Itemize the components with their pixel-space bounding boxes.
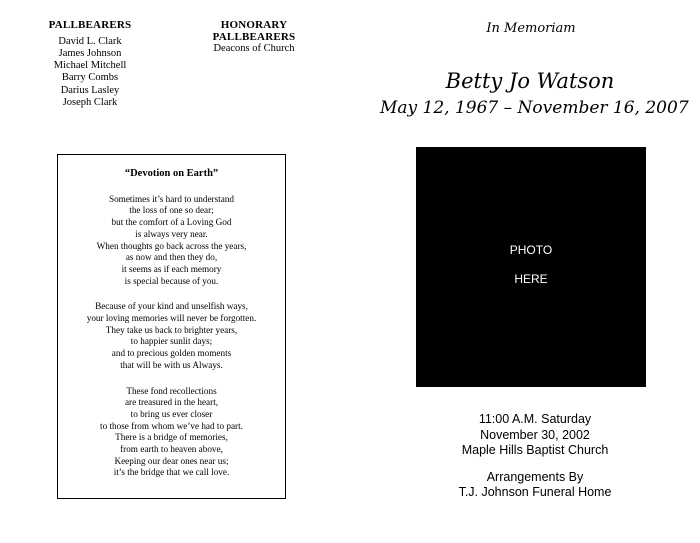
arrangements-label: Arrangements By <box>486 469 584 484</box>
poem-line: Sometimes it’s hard to understand <box>108 193 235 204</box>
poem-line: as now and then they do, <box>125 252 218 263</box>
pallbearer-name: Michael Mitchell <box>53 60 127 72</box>
pallbearer-name: David L. Clark <box>58 35 122 47</box>
photo-label-line1: PHOTO <box>509 243 553 257</box>
spacer <box>420 459 650 470</box>
poem-line: your loving memories will never be forgotten. <box>86 313 257 324</box>
poem-line: There is a bridge of memories, <box>115 432 228 443</box>
pallbearers-heading: PALLBEARERS <box>48 19 132 31</box>
poem-line: and to precious golden moments <box>111 348 232 359</box>
life-dates: May 12, 1967 – November 16, 2007 <box>380 98 689 118</box>
poem-line: that will be with us Always. <box>120 359 223 370</box>
poem-line: are treasured in the heart, <box>124 397 219 408</box>
poem-stanza <box>58 194 285 288</box>
poem-line: it’s the bridge that we call love. <box>113 467 230 478</box>
poem-line: Because of your kind and unselfish ways, <box>95 301 248 312</box>
poem-line: Keeping our dear ones near us; <box>114 455 229 466</box>
pallbearer-name: Joseph Clark <box>62 96 118 108</box>
service-location: Maple Hills Baptist Church <box>461 443 609 457</box>
service-time: 11:00 A.M. Saturday <box>478 412 592 426</box>
poem-line: but the comfort of a Loving God <box>111 217 232 228</box>
poem-box <box>57 154 286 499</box>
poem-line: to bring us ever closer <box>130 408 213 419</box>
honorary-pallbearers-section <box>200 20 308 55</box>
poem-line: from earth to heaven above, <box>120 444 223 455</box>
poem-title: “Devotion on Earth” <box>124 168 219 179</box>
poem-line: it seems as if each memory <box>121 263 222 274</box>
service-date: November 30, 2002 <box>480 427 590 442</box>
honorary-pallbearer-name: Deacons of Church <box>213 43 295 54</box>
photo-placeholder <box>416 147 646 387</box>
poem-line: They take us back to brighter years, <box>105 324 238 335</box>
honorary-heading-line2: PALLBEARERS <box>212 30 296 43</box>
poem-line: These fond recollections <box>126 385 217 396</box>
photo-label-line2: HERE <box>514 272 548 286</box>
service-info <box>420 412 650 501</box>
poem-line: is special because of you. <box>124 275 219 286</box>
poem-line: to happier sunlit days; <box>130 336 213 347</box>
poem-line: the loss of one so dear; <box>129 205 214 216</box>
pallbearers-section <box>40 20 140 109</box>
poem-stanza <box>58 386 285 480</box>
poem-line: When thoughts go back across the years, <box>96 240 247 251</box>
honorary-heading-line1: HONORARY <box>220 19 288 31</box>
in-memoriam-heading: In Memoriam <box>486 21 576 36</box>
deceased-name: Betty Jo Watson <box>445 69 615 93</box>
funeral-home-name: T.J. Johnson Funeral Home <box>458 485 612 499</box>
pallbearer-name: Darius Lasley <box>60 84 120 96</box>
pallbearer-name: James Johnson <box>58 47 122 59</box>
poem-stanza <box>58 301 285 371</box>
poem-line: to those from whom we’ve had to part. <box>100 420 243 431</box>
pallbearer-name: Barry Combs <box>61 72 119 84</box>
honorary-pallbearers-heading <box>200 20 308 43</box>
poem-line: is always very near. <box>135 228 208 239</box>
